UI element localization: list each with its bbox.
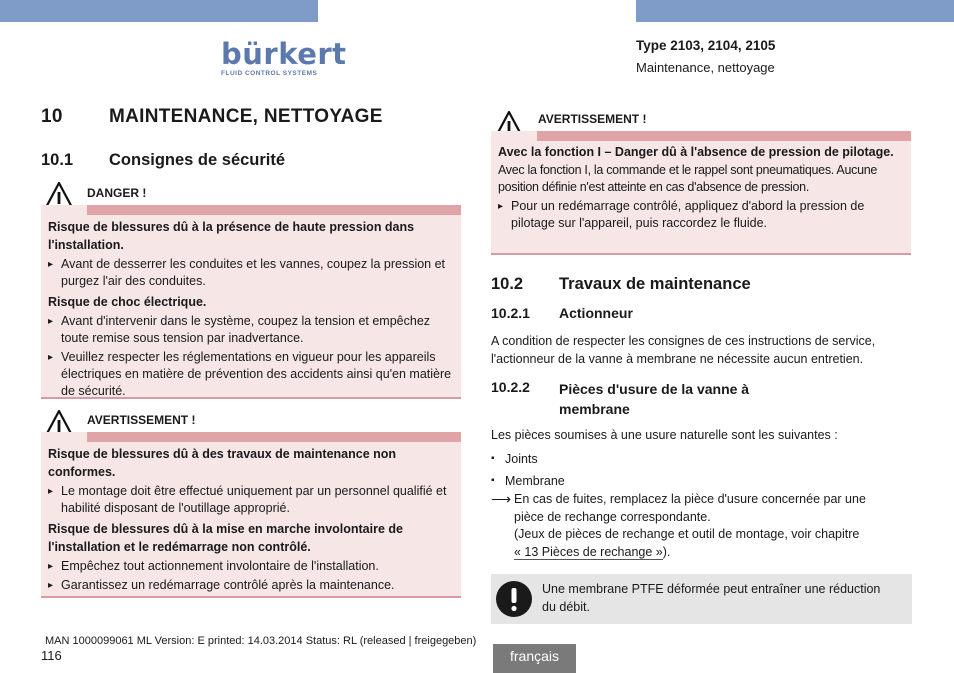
warning-bullet: ▸ Le montage doit être effectué uniquement par un personnel qualifié et habilité disposant de l'outillage approprié. <box>48 483 453 517</box>
chapter-number: 10 <box>41 106 63 127</box>
subsection-number: 10.2.1 <box>491 305 530 321</box>
subsection-number: 10.2.2 <box>491 379 530 395</box>
warning-bullet: ▸ Empêchez tout actionnement involontaire de l'installation. <box>48 558 453 575</box>
chapter-13-link[interactable]: « 13 Pièces de rechange » <box>514 544 663 559</box>
danger-bullet: ▸ Avant d'intervenir dans le système, coupez la tension et empêchez toute remise sous tension par inadvertance. <box>48 313 453 347</box>
language-label: français <box>493 644 576 673</box>
chapter-title: MAINTENANCE, NETTOYAGE <box>109 106 383 127</box>
subsection-title-line: Pièces d'usure de la vanne à <box>559 381 750 397</box>
exclamation-circle-icon <box>496 581 532 622</box>
danger-bullet: ▸ Veuillez respecter les réglementations en vigueur pour les appareils électriques en matière de prévention des accidents ainsi qu'en matière de sécurité. <box>48 349 453 400</box>
warning-risk-2: Risque de blessures dû à la mise en marche involontaire de l'installation et le redémarrage non contrôlé. <box>48 522 403 554</box>
section-title: Travaux de maintenance <box>559 275 751 293</box>
list-item: ▪ Membrane <box>491 470 565 492</box>
warning-box <box>491 131 911 255</box>
danger-signal-word: DANGER ! <box>87 186 147 200</box>
logo-subtitle: FLUID CONTROL SYSTEMS <box>221 70 318 77</box>
action-line: En cas de fuites, remplacez la pièce d'usure concernée par une <box>514 492 866 506</box>
page-number: 116 <box>41 648 62 663</box>
brand-logo <box>221 37 347 77</box>
section-number: 10.2 <box>491 275 524 293</box>
warning-explanation: Avec la fonction I, la commande et le rappel sont pneumatiques. Aucune position définie n'est atteinte en cas d'absence de pression. <box>498 163 878 194</box>
document-type: Type 2103, 2104, 2105 <box>636 38 776 53</box>
section-number: 10.1 <box>41 151 74 169</box>
warning-risk-1: Risque de blessures dû à des travaux de maintenance non conformes. <box>48 447 397 479</box>
top-bar-left <box>0 0 318 22</box>
section-title: Consignes de sécurité <box>109 151 286 169</box>
subsection-text: A condition de respecter les consignes de ces instructions de service, l'actionneur de la vanne à membrane ne nécessite aucun entretien. <box>491 334 876 366</box>
list-item: ▪ Joints <box>491 448 565 470</box>
document-section: Maintenance, nettoyage <box>636 60 775 75</box>
warning-box <box>41 432 461 598</box>
note-box <box>491 574 912 624</box>
warning-signal-word: AVERTISSEMENT ! <box>538 112 647 126</box>
top-bar-right <box>636 0 954 22</box>
subsection-title: Actionneur <box>559 305 633 321</box>
danger-bullet: ▸ Avant de desserrer les conduites et les vannes, coupez la pression et purgez l'air des conduites. <box>48 256 453 290</box>
action-instruction <box>514 491 914 561</box>
warning-bullet: ▸ Garantissez un redémarrage contrôlé après la maintenance. <box>48 577 453 594</box>
action-line-end: ). <box>662 544 671 559</box>
danger-risk-2: Risque de choc électrique. <box>48 295 207 309</box>
logo-text: bürkert <box>221 37 347 71</box>
action-line: (Jeux de pièces de rechange et outil de montage, voir chapitre <box>514 527 860 541</box>
wear-parts-intro: Les pièces soumises à une usure naturelle sont les suivantes : <box>491 428 838 442</box>
action-line: pièce de rechange correspondante. <box>514 509 711 524</box>
wear-parts-list <box>491 448 565 492</box>
arrow-right-icon: ⟶ <box>491 491 512 507</box>
print-info: MAN 1000099061 ML Version: E printed: 14.03.2014 Status: RL (released | freigegeben) <box>45 635 477 647</box>
danger-risk-1: Risque de blessures dû à la présence de haute pression dans l'installation. <box>48 220 415 252</box>
note-text: Une membrane PTFE déformée peut entraîner une réduction du débit. <box>542 582 881 614</box>
warning-risk-1: Avec la fonction I – Danger dû à l'absence de pression de pilotage. <box>498 145 894 159</box>
warning-bullet: ▸ Pour un redémarrage contrôlé, appliquez d'abord la pression de pilotage sur l'appareil, puis raccordez le fluide. <box>498 198 903 232</box>
warning-signal-word: AVERTISSEMENT ! <box>87 413 196 427</box>
danger-box <box>41 205 461 399</box>
subsection-title <box>559 379 749 419</box>
subsection-title-line: membrane <box>559 401 630 417</box>
